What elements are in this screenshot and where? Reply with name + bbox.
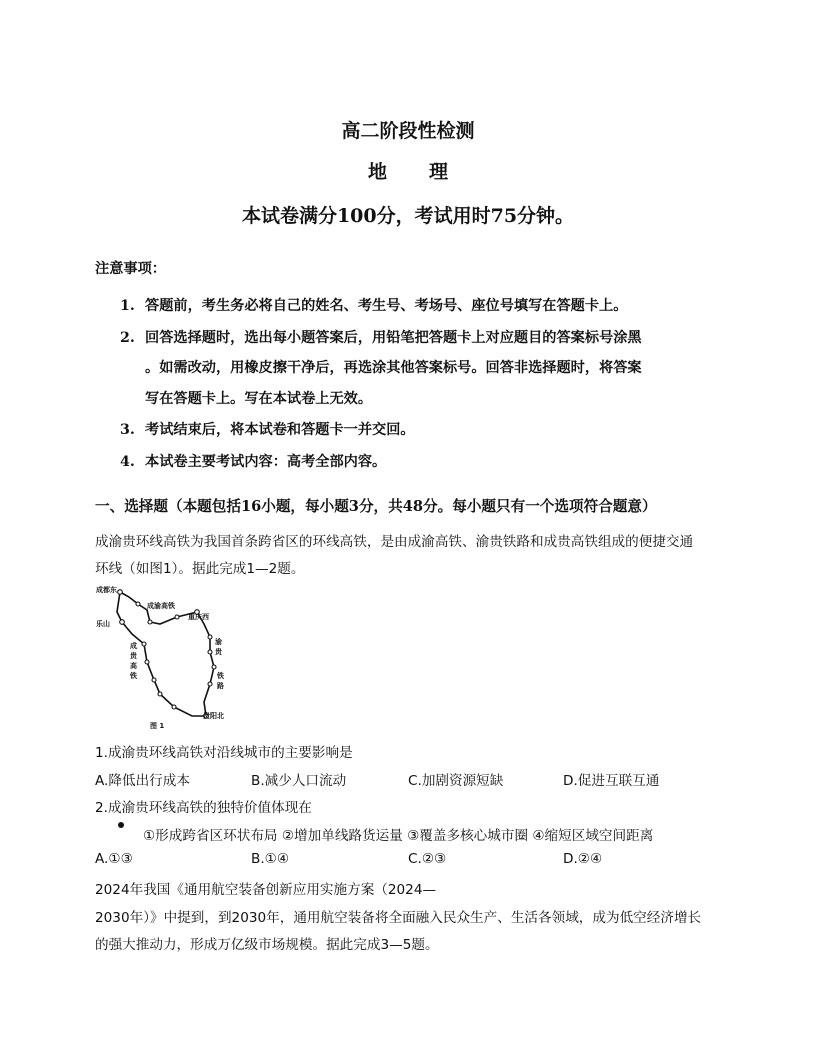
- section-heading: 一、选择题（本题包括16小题，每小题3分，共48分。每小题只有一个选项符合题意）: [95, 498, 657, 515]
- note-item-3: [120, 419, 415, 439]
- q2-statements: ①形成跨省区环状布局 ②增加单线路货运量 ③覆盖多核心城市圈 ④缩短区域空间距离: [143, 828, 654, 844]
- passage-line-3: 的强大推动力，形成万亿级市场规模。据此完成3—5题。: [95, 937, 439, 953]
- bullet-marker: [118, 822, 124, 828]
- note-item-4: [120, 451, 386, 471]
- exam-title: 高二阶段性检测: [341, 120, 475, 142]
- label-leshan: 乐山: [96, 620, 110, 628]
- station-node: [208, 635, 212, 639]
- note-text: 本试卷主要考试内容：高考全部内容。: [145, 454, 387, 470]
- label-chenggui-char: 贵: [130, 652, 137, 660]
- label-guiyang-north: 贵阳北: [203, 712, 224, 720]
- station-leshan: [120, 620, 125, 625]
- note-number: 2.: [120, 330, 135, 346]
- note-number: 1.: [120, 298, 135, 314]
- note-text: 回答选择题时，选出每小题答案后，用铅笔把答题卡上对应题目的答案标号涂黑: [145, 330, 642, 346]
- station-node: [208, 682, 212, 686]
- subject-title: [0, 157, 816, 184]
- q2-option-a: A.①③: [95, 851, 133, 867]
- intro-line-2: 环线（如图1）。据此完成1—2题。: [95, 561, 305, 577]
- station-node: [158, 692, 162, 696]
- label-chenggui-char: 成: [130, 642, 137, 650]
- passage-line-1: 2024年我国《通用航空装备创新应用实施方案（2024—: [95, 882, 437, 898]
- map-caption: 图 1: [150, 722, 165, 730]
- rail-loop-map: [92, 582, 242, 732]
- q2-option-b: B.①④: [251, 851, 290, 867]
- subject-char-left: 地: [367, 161, 387, 183]
- intro-line-1: 成渝贵环线高铁为我国首条跨省区的环线高铁，是由成渝高铁、渝贵铁路和成贵高铁组成的便捷交通: [95, 534, 694, 550]
- station-node: [152, 678, 156, 682]
- station-node: [175, 615, 179, 619]
- q1-option-c: C.加剧资源短缺: [408, 773, 504, 789]
- label-yugui-char: 路: [217, 682, 224, 690]
- q2-stem: 2.成渝贵环线高铁的独特价值体现在: [95, 800, 312, 816]
- q1-option-d: D.促进互联互通: [563, 773, 660, 789]
- label-chenggui-char: 铁: [130, 672, 137, 680]
- station-node: [212, 665, 216, 669]
- note-item-2-line-2: 。如需改动，用橡皮擦干净后，再选涂其他答案标号。回答非选择题时，将答案: [145, 360, 642, 376]
- station-node: [208, 650, 212, 654]
- label-chengyu-railway: 成渝高铁: [147, 602, 175, 610]
- note-item-2: [120, 327, 642, 347]
- notes-title: 注意事项：: [95, 261, 166, 277]
- label-yugui-char: 渝: [215, 638, 222, 646]
- note-number: 3.: [120, 422, 135, 438]
- note-text: 答题前，考生务必将自己的姓名、考生号、考场号、座位号填写在答题卡上。: [145, 298, 628, 314]
- q1-stem: 1.成渝贵环线高铁对沿线城市的主要影响是: [95, 745, 353, 761]
- q1-option-a: A.降低出行成本: [95, 773, 190, 789]
- q2-option-d: D.②④: [563, 851, 603, 867]
- q1-option-b: B.减少人口流动: [251, 773, 347, 789]
- note-text: 考试结束后，将本试卷和答题卡一并交回。: [145, 422, 415, 438]
- passage-line-2: 2030年）》中提到，到2030年，通用航空装备将全面融入民众生产、生活各领域，成为低空经济增长: [95, 910, 702, 926]
- note-number: 4.: [120, 454, 135, 470]
- station-node: [142, 642, 146, 646]
- label-yugui-char: 铁: [217, 672, 224, 680]
- note-item-2-line-3: 写在答题卡上。写在本试卷上无效。: [145, 391, 373, 407]
- label-chongqing-west: 重庆西: [188, 613, 209, 621]
- station-node: [145, 660, 149, 664]
- station-node: [136, 602, 140, 606]
- station-node: [148, 620, 152, 624]
- exam-info: 本试卷满分100分，考试用时75分钟。: [241, 205, 575, 227]
- label-yugui-char: 贵: [215, 648, 222, 656]
- station-node: [172, 705, 176, 709]
- q2-option-c: C.②③: [408, 851, 447, 867]
- label-chenggui-char: 高: [130, 662, 137, 670]
- subject-char-right: 理: [429, 161, 449, 183]
- note-item-1: [120, 295, 627, 315]
- station-chengdu-east: [118, 590, 123, 595]
- label-chengdu-east: 成都东: [96, 586, 117, 594]
